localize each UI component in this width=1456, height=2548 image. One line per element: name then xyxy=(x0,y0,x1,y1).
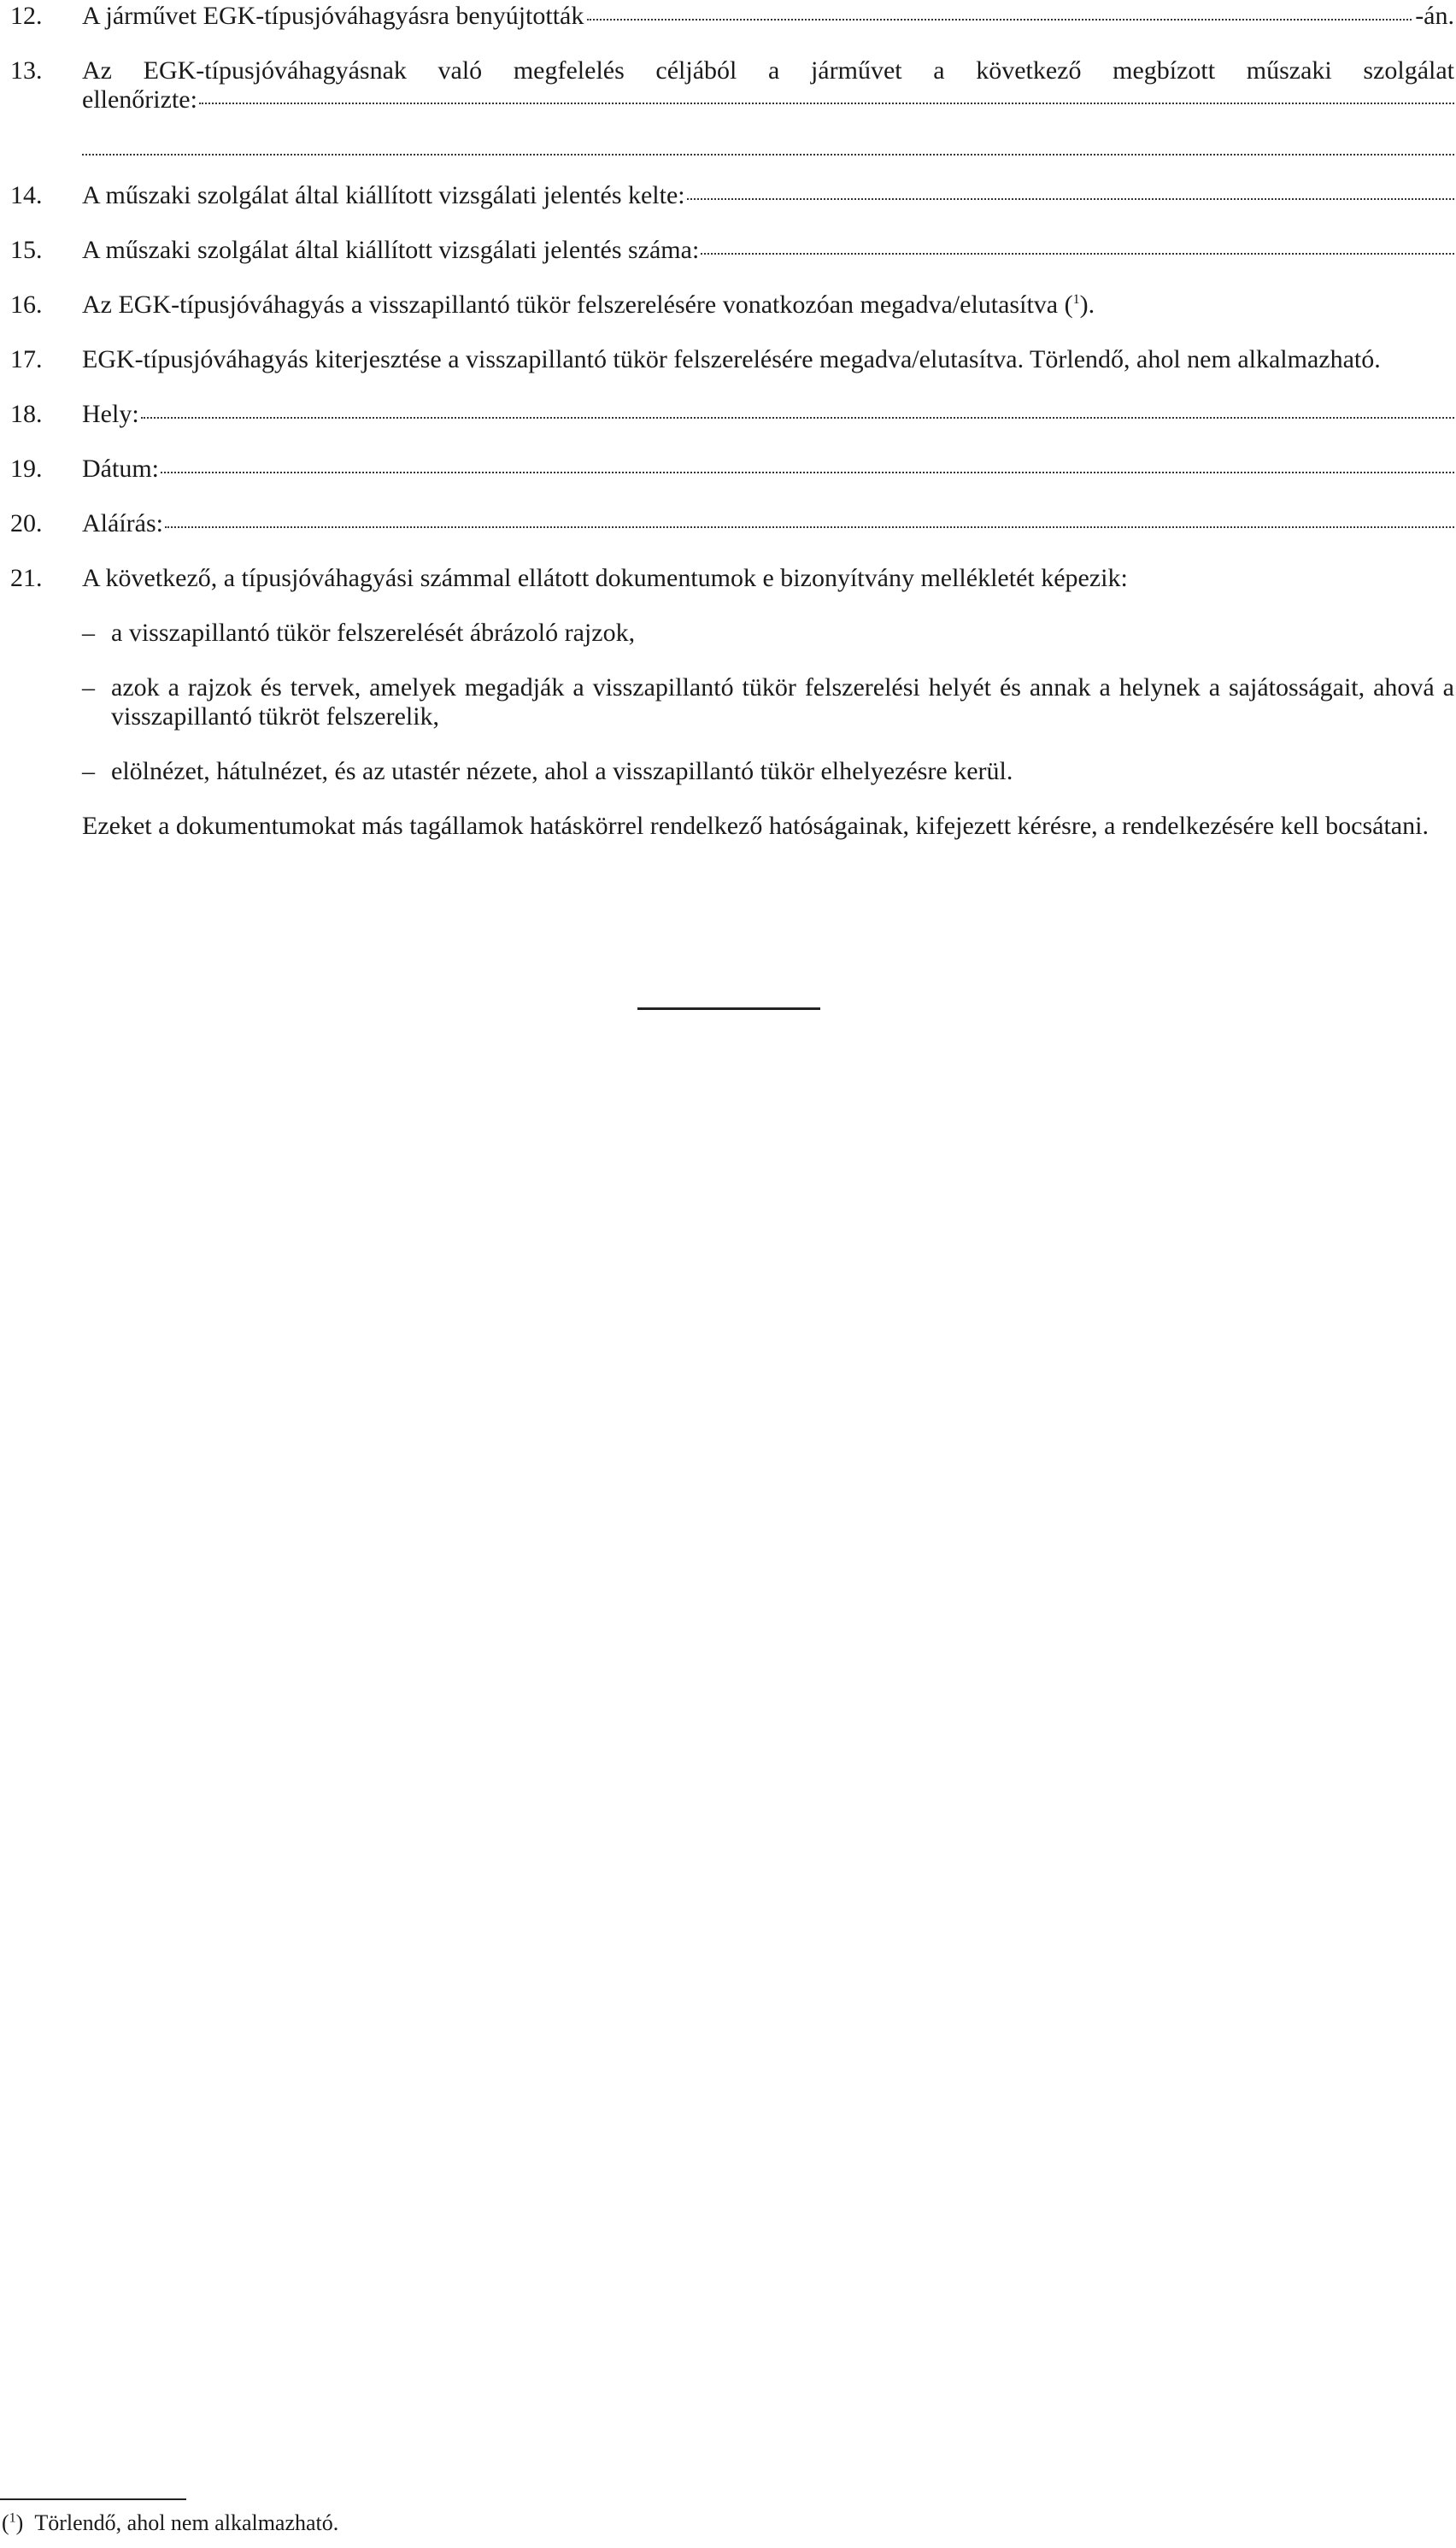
item-text: Az EGK-típusjóváhagyás a visszapillantó tükör felszerelésére vonatkozóan megadva/elutasítva ( xyxy=(82,291,1073,319)
item-21 xyxy=(10,564,1454,841)
list-item-text: elölnézet, hátulnézet, és az utastér nézete, ahol a visszapillantó tükör elhelyezésre kerül. xyxy=(111,757,1013,785)
item-text: A járművet EGK-típusjóváhagyásra benyújtották xyxy=(82,2,584,30)
item-text: Dátum: xyxy=(82,455,159,483)
form-items xyxy=(10,0,1454,866)
item-19 xyxy=(10,455,1454,484)
item-text-end: ). xyxy=(1079,291,1095,319)
dash-bullet: – xyxy=(82,757,95,785)
list-item-text: azok a rajzok és tervek, amelyek megadják a visszapillantó tükör felszerelési helyét és annak a helynek a sajátosságait, ahová a visszapillantó tükröt felszerelik, xyxy=(111,673,1454,731)
item-number: 15. xyxy=(10,236,43,264)
list-item xyxy=(82,619,1454,648)
document-list xyxy=(82,619,1454,786)
item-number: 19. xyxy=(10,455,43,483)
item-number: 16. xyxy=(10,291,43,319)
item-12 xyxy=(10,2,1454,31)
dash-bullet: – xyxy=(82,619,95,647)
fill-in-field[interactable] xyxy=(687,179,1454,200)
item-suffix: -án. xyxy=(1415,2,1454,30)
fill-in-field[interactable] xyxy=(587,0,1412,21)
footnote-ref[interactable]: 1 xyxy=(1072,292,1080,307)
footnote-number: 1 xyxy=(9,2510,16,2526)
item-text: A műszaki szolgálat által kiállított vizsgálati jelentés kelte: xyxy=(82,181,685,209)
item-14 xyxy=(10,181,1454,210)
footnote-rule xyxy=(0,2498,186,2500)
dash-bullet: – xyxy=(82,673,95,702)
item-18 xyxy=(10,400,1454,429)
item-text: Az EGK-típusjóváhagyásnak való megfelelés céljából a járművet a következő megbízott műszaki szolgálat xyxy=(82,56,1454,85)
item-text: EGK-típusjóváhagyás kiterjesztése a visszapillantó tükör felszerelésére megadva/elutasítva. Törlendő, ahol nem alkalmazható. xyxy=(82,345,1381,373)
item-text-continuation: ellenőrizte: xyxy=(82,85,197,114)
item-text: Hely: xyxy=(82,400,139,428)
section-separator xyxy=(637,1007,820,1010)
footnote: ($^1$) Törlendő, ahol nem alkalmazható. xyxy=(2,2510,339,2535)
item-number: 13. xyxy=(10,56,43,85)
date-field[interactable] xyxy=(161,453,1454,473)
fill-in-field-extra-line[interactable] xyxy=(82,133,1454,156)
list-item xyxy=(82,757,1454,786)
item-number: 21. xyxy=(10,564,43,592)
signature-field[interactable] xyxy=(165,508,1454,528)
item-13 xyxy=(10,56,1454,156)
item-text: A következő, a típusjóváhagyási számmal ellátott dokumentumok e bizonyítvány mellékletét képezik: xyxy=(82,564,1128,592)
item-20 xyxy=(10,509,1454,538)
item-number: 12. xyxy=(10,2,43,30)
item-16 xyxy=(10,291,1454,320)
item-number: 20. xyxy=(10,509,43,537)
item-17 xyxy=(10,345,1454,374)
fill-in-field[interactable] xyxy=(701,234,1454,255)
item-text: A műszaki szolgálat által kiállított vizsgálati jelentés száma: xyxy=(82,236,700,264)
fill-in-field[interactable] xyxy=(199,84,1454,104)
list-item xyxy=(82,673,1454,731)
list-item-text: a visszapillantó tükör felszerelését ábrázoló rajzok, xyxy=(111,619,636,647)
item-number: 14. xyxy=(10,181,43,209)
item-number: 18. xyxy=(10,400,43,428)
item-text: Aláírás: xyxy=(82,509,163,537)
item-number: 17. xyxy=(10,345,43,373)
place-field[interactable] xyxy=(141,398,1454,419)
item-15 xyxy=(10,236,1454,265)
closing-paragraph: Ezeket a dokumentumokat más tagállamok hatáskörrel rendelkező hatóságainak, kifejezett kérésre, a rendelkezésére kell bocsátani. xyxy=(82,812,1429,840)
footnote-text: Törlendő, ahol nem alkalmazható. xyxy=(34,2510,339,2535)
